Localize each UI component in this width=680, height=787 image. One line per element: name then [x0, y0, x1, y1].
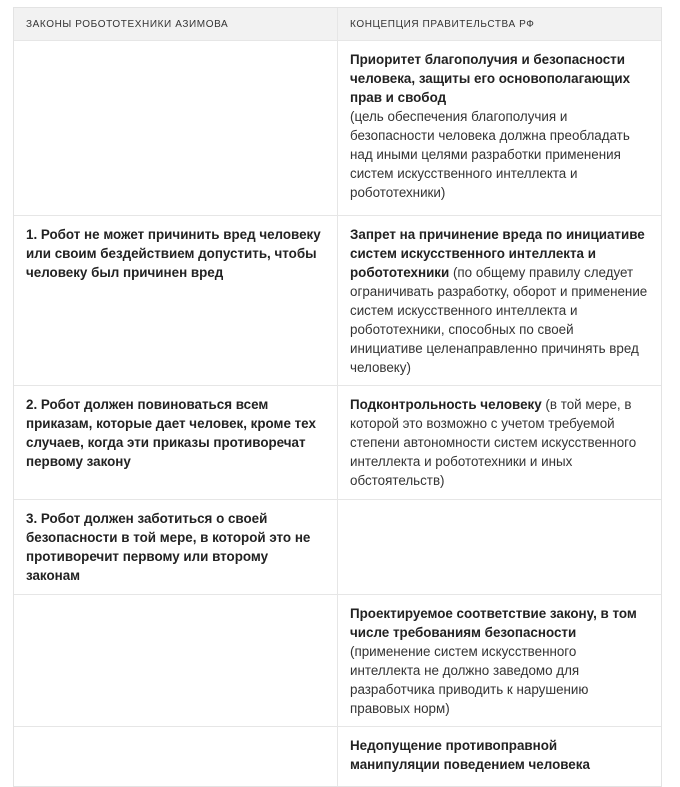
- concept-principle: Подконтрольность человеку: [350, 397, 542, 412]
- concept-explanation: (цель обеспечения благополучия и безопасности человека должна преобладать над иными целями разработки применения систем искусственного интеллекта и робототехники): [350, 109, 630, 200]
- concept-cell: [338, 595, 661, 726]
- header-asimov-laws: ЗАКОНЫ РОБОТОТЕХНИКИ АЗИМОВА: [14, 8, 338, 40]
- asimov-law-cell: 1. Робот не может причинить вред человеку или своим бездействием допустить, чтобы человеку был причинен вред: [14, 216, 338, 385]
- concept-principle: Запрет на причинение вреда по инициативе систем искусственного интеллекта и робототехники: [350, 227, 645, 280]
- table-row: [14, 500, 661, 595]
- concept-cell: [338, 216, 661, 385]
- table-row: [14, 727, 661, 786]
- asimov-law-cell: [14, 727, 338, 786]
- concept-principle: Проектируемое соответствие закону, в том числе требованиям безопасности: [350, 606, 637, 640]
- concept-cell: [338, 727, 661, 786]
- table-row: [14, 595, 661, 727]
- concept-explanation: (по общему правилу следует ограничивать разработку, оборот и применение систем искусственного интеллекта и робототехники, способных по своей инициативе целенаправленно причинять вред человеку): [350, 265, 648, 375]
- concept-cell: [338, 41, 661, 215]
- concept-principle: Недопущение противоправной манипуляции поведением человека: [350, 738, 590, 772]
- concept-cell: [338, 386, 661, 499]
- concept-explanation: (в той мере, в которой это возможно с учетом требуемой степени автономности систем искусственного интеллекта и робототехники и иных обстоятельств): [350, 397, 637, 488]
- concept-principle: Приоритет благополучия и безопасности человека, защиты его основополагающих прав и свобод: [350, 52, 631, 105]
- comparison-table: [13, 7, 662, 787]
- table-header-row: [14, 8, 661, 41]
- header-government-concept: КОНЦЕПЦИЯ ПРАВИТЕЛЬСТВА РФ: [350, 19, 535, 30]
- asimov-law-cell: 2. Робот должен повиноваться всем приказам, которые дает человек, кроме тех случаев, когда эти приказы противоречат первому закону: [14, 386, 338, 499]
- table-row: [14, 41, 661, 216]
- table-row: [14, 386, 661, 500]
- concept-explanation: (применение систем искусственного интеллекта не должно заведомо для разработчика приводить к нарушению правовых норм): [350, 644, 589, 716]
- asimov-law-cell: 3. Робот должен заботиться о своей безопасности в той мере, в которой это не противоречит первому или второму законам: [14, 500, 338, 594]
- concept-cell: [338, 500, 661, 594]
- asimov-law-cell: [14, 595, 338, 726]
- table-row: [14, 216, 661, 386]
- asimov-law-cell: [14, 41, 338, 215]
